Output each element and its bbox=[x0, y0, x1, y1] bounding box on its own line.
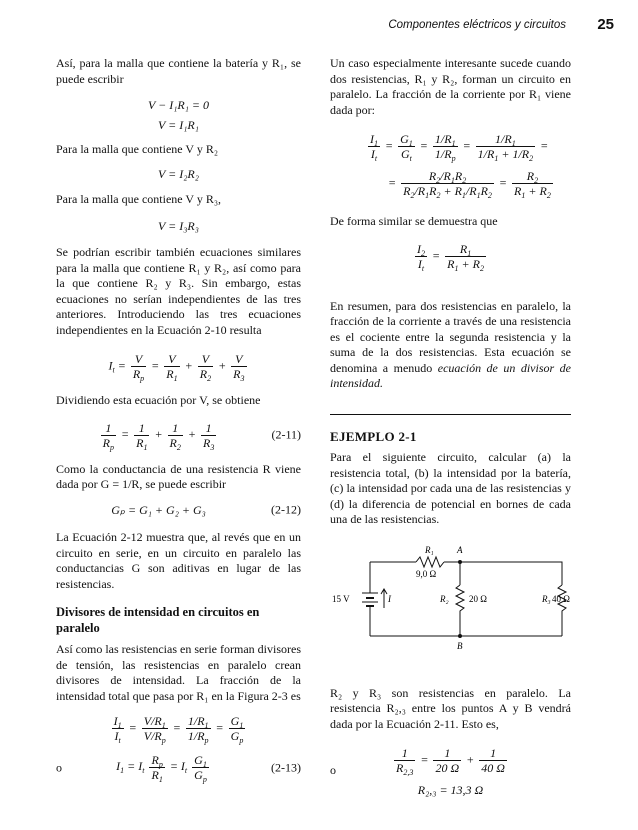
equation-number: (2-12) bbox=[271, 502, 301, 517]
node-b-label: B bbox=[457, 640, 463, 650]
equation-two-resistor-result: = $\frac{R_2/R_1R_2}{R_2/R_1R_2 + R_1/R_1R_2}$ = $\frac{R_2}{R_1 + R_2}$ bbox=[388, 169, 551, 200]
paragraph: La Ecuación 2-12 muestra que, al revés que en un circuito en serie, en un circuito en paralelo las conductancias G son aditivas en lugar de las resistencias. bbox=[56, 530, 301, 591]
node-b-dot bbox=[458, 634, 462, 638]
left-column bbox=[56, 56, 301, 782]
right-column bbox=[330, 56, 571, 799]
node-a-label: A bbox=[457, 544, 463, 555]
or-label: o bbox=[330, 763, 336, 778]
current-label: I bbox=[388, 593, 391, 604]
equation-number: (2-13) bbox=[271, 759, 301, 774]
example-statement: Para el siguiente circuito, calcular (a) la resistencia total, (b) la intensidad por la batería, (c) la intensidad por cada una de las resistencias y (d) la diferencia de potencial en bornes de cada una de las resistencias. bbox=[330, 450, 571, 526]
paragraph: Para la malla que contiene V y R₃, bbox=[56, 192, 222, 206]
equation-result: R₂,₃ = 13,3 Ω bbox=[417, 783, 484, 797]
paragraph: Así, para la malla que contiene la batería y R₁, se puede escribir bbox=[56, 56, 301, 86]
r1-value: 9,0 Ω bbox=[416, 568, 437, 579]
node-a-dot bbox=[458, 560, 462, 564]
paragraph: Un caso especialmente interesante sucede cuando dos resistencias, R₁ y R₂, forman un circuito en paralelo. La fracción de la corriente por R₁ viene dada por: bbox=[330, 56, 571, 117]
r3-label: R₃ bbox=[542, 593, 551, 604]
paragraph: Para la malla que contiene V y R₂ bbox=[56, 142, 219, 156]
example-title: EJEMPLO 2-1 bbox=[330, 428, 417, 444]
or-label: o bbox=[56, 759, 62, 774]
equation: V = I₃R₃ bbox=[158, 218, 199, 233]
equation-total-current: $I_t$ = $\frac{V}{R_p}$ = $\frac{V}{R_1}$ + $\frac{V}{R_2}$ + $\frac{V}{R_3}$ bbox=[108, 352, 245, 383]
equation: V = I₂R₂ bbox=[158, 166, 199, 181]
equation-2-11: $\frac{1}{R_p}$ = $\frac{1}{R_1}$ + $\frac{1}{R_2}$ + $\frac{1}{R_3}$ (2-11) bbox=[102, 420, 301, 452]
section-heading: Divisores de intensidad en circuitos en paralelo bbox=[56, 605, 260, 635]
equation-2-12: Gₚ = G₁ + G₂ + G₃ (2-12) bbox=[111, 502, 301, 517]
equation-two-resistor-fraction: $\frac{I_1}{I_t}$ = $\frac{G_1}{G_t}$ = $\frac{1/R_1}{1/R_p}$ = $\frac{1/R_1}{1/R_1 + 1/R_2}$ = bbox=[370, 132, 549, 163]
page-number: 25 bbox=[597, 16, 614, 33]
divider bbox=[330, 414, 571, 415]
source-label: 15 V bbox=[332, 593, 350, 604]
circuit-diagram bbox=[330, 540, 571, 650]
page-header bbox=[0, 17, 638, 37]
r2-label: R₂ bbox=[440, 593, 449, 604]
paragraph: Así como las resistencias en serie forman divisores de tensión, las resistencias en paralelo crean divisores de intensidad. La fracción de la intensidad total que pasa por R₁ en la Figura 2-3 es bbox=[56, 642, 301, 703]
paragraph: Se podrían escribir también ecuaciones similares para la malla que contiene R₁ y R₂, así como para la que contiene R₂ y R₃. Sin embargo, estas ecuaciones no serían independientes de las tres anteriores. Introduciendo las tres ecuaciones independientes en la Ecuación 2-10 resulta bbox=[56, 245, 301, 337]
paragraph: R₂ y R₃ son resistencias en paralelo. La resistencia R₂,₃ entre los puntos A y B vendrá dada por la Ecuación 2-11. Esto es, bbox=[330, 685, 571, 731]
paragraph: En resumen, para dos resistencias en paralelo, la fracción de la corriente a través de una resistencia es el cociente entre la segunda resistencia y la suma de la dos resistencias. Esta ecuación se denomina a menudo ecuación de un divisor de intensidad. bbox=[330, 298, 571, 390]
r2-value: 20 Ω bbox=[469, 593, 487, 604]
equation: V − I₁R₁ = 0 bbox=[148, 98, 209, 112]
running-title: Componentes eléctricos y circuitos bbox=[388, 19, 566, 31]
r1-label: R₁ bbox=[425, 544, 434, 555]
paragraph: De forma similar se demuestra que bbox=[330, 214, 498, 228]
equation: V = I₁R₁ bbox=[158, 117, 199, 132]
r3-value: 40 Ω bbox=[552, 593, 570, 604]
equation-i2-fraction: $\frac{I_2}{I_t}$ = $\frac{R_1}{R_1 + R_2}$ bbox=[417, 241, 484, 273]
equation-number: (2-11) bbox=[271, 427, 301, 442]
paragraph: Dividiendo esta ecuación por V, se obtiene bbox=[56, 393, 261, 407]
equation-r23: o $\frac{1}{R_{2,3}}$ = $\frac{1}{20 \Omega}$ + $\frac{1}{40 \Omega}$ bbox=[330, 746, 505, 778]
equation-current-fraction: $\frac{I_1}{I_t}$ = $\frac{V/R_1}{V/R_p}$ = $\frac{1/R_1}{1/R_p}$ = $\frac{G_1}{G_p}$ bbox=[113, 714, 244, 745]
paragraph: Como la conductancia de una resistencia R viene dada por G = 1/R, se puede escribir bbox=[56, 461, 301, 491]
equation-2-13: o $I_1 = I_t$ $\frac{R_p}{R_1}$ = $I_t$ $\frac{G_1}{G_p}$ (2-13) bbox=[56, 753, 301, 784]
